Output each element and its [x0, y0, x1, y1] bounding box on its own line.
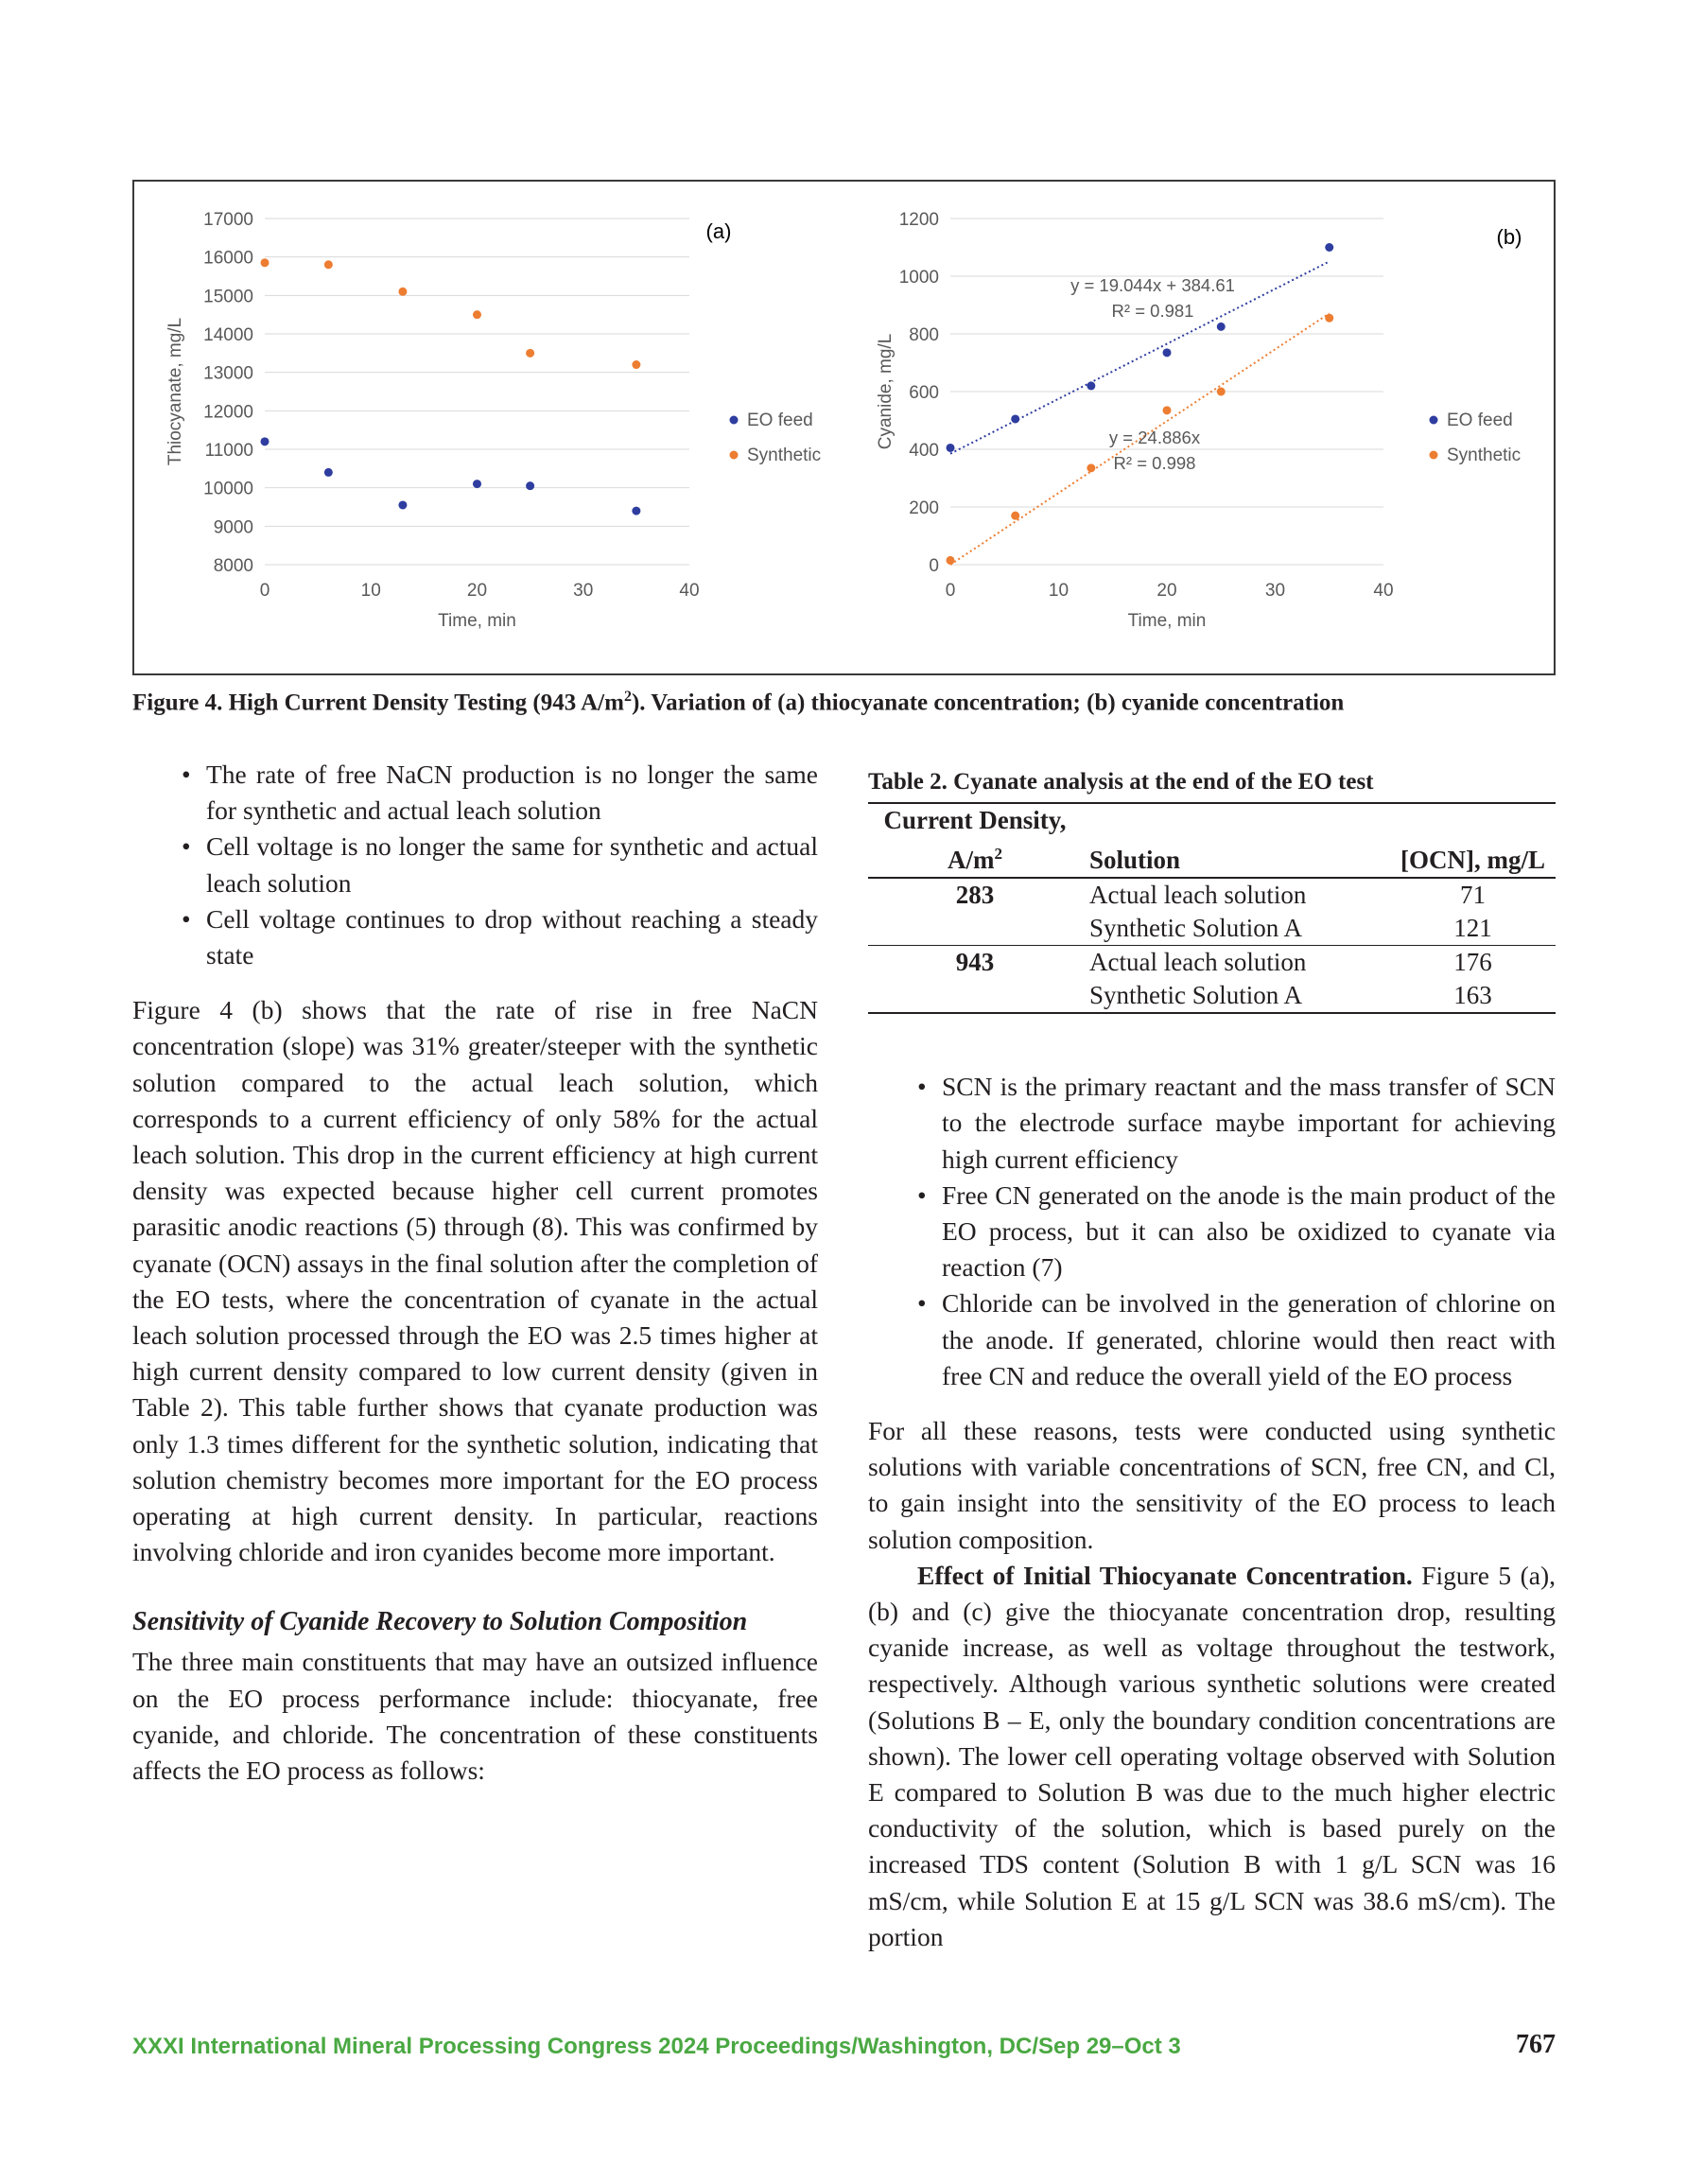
- chart-a-panel: [141, 203, 966, 651]
- cell-cd: [868, 912, 1082, 946]
- figure-caption: [132, 689, 1560, 716]
- right-paragraph-1: For all these reasons, tests were conducted using synthetic solutions with variable concentrations of SCN, free CN, and Cl, to gain insight into the sensitivity of the EO process to leach solution composition.: [868, 1416, 1556, 1554]
- x-tick-label: 30: [573, 581, 594, 601]
- data-point: [1011, 414, 1019, 423]
- right-column: [868, 764, 1556, 1955]
- x-axis-title: Time, min: [1127, 611, 1207, 631]
- y-tick-label: 17000: [203, 210, 253, 230]
- x-tick-label: 30: [1264, 581, 1286, 601]
- data-point: [947, 444, 955, 452]
- y-tick-label: 8000: [213, 556, 253, 576]
- data-point: [632, 507, 640, 515]
- legend-label: Synthetic: [1447, 446, 1522, 465]
- x-tick-label: 40: [1373, 581, 1394, 601]
- trendline-equation: y = 19.044x + 384.61: [1070, 275, 1235, 295]
- data-point: [324, 260, 333, 269]
- data-point: [1163, 348, 1172, 357]
- cell-cd: 943: [955, 948, 995, 977]
- chart-b-panel: [845, 203, 1548, 651]
- data-point: [1011, 512, 1019, 520]
- figure-4: [132, 180, 1556, 675]
- x-tick-label: 10: [1048, 581, 1070, 601]
- table-row: [868, 946, 1556, 980]
- y-tick-label: 13000: [203, 363, 253, 384]
- left-bullet: • The rate of free NaCN production is no longer the same for synthetic and actual leach solution: [132, 757, 818, 829]
- figure-caption-suffix: ). Variation of (a) thiocyanate concentration; (b) cyanide concentration: [631, 690, 1345, 716]
- left-bullet: • Cell voltage continues to drop without reaching a steady state: [132, 901, 818, 973]
- paragraph-lead-heading: Effect of Initial Thiocyanate Concentration.: [917, 1560, 1413, 1590]
- left-bullet: • Cell voltage is no longer the same for synthetic and actual leach solution: [132, 829, 818, 900]
- x-tick-label: 10: [360, 581, 381, 601]
- legend-label: EO feed: [747, 411, 813, 430]
- header-cd-line1: Current Density,: [883, 806, 1067, 835]
- x-tick-label: 20: [1157, 581, 1177, 601]
- y-tick-label: 16000: [203, 248, 253, 269]
- x-tick-label: 0: [259, 581, 270, 601]
- right-bullet: • Chloride can be involved in the generation of chlorine on the anode. If generated, chlorine would then react with free CN and reduce the overall yield of the EO process: [868, 1285, 1556, 1394]
- y-tick-label: 10000: [203, 479, 253, 499]
- cell-cd: [868, 979, 1082, 1013]
- cell-ocn: 71: [1460, 881, 1486, 910]
- header-cd-line2: A/m: [948, 846, 995, 875]
- data-point: [1087, 463, 1095, 472]
- right-bullet: • SCN is the primary reactant and the mass transfer of SCN to the electrode surface maybe important for achieving high current efficiency: [868, 1069, 1556, 1178]
- trendline-r2: R² = 0.998: [1113, 453, 1196, 473]
- data-point: [473, 480, 481, 488]
- table-group-943: [868, 946, 1556, 1014]
- data-point: [1163, 406, 1172, 414]
- data-point: [526, 481, 534, 490]
- data-point: [1325, 243, 1333, 252]
- spacer: [868, 1014, 1556, 1069]
- right-paragraph-2-text: Figure 5 (a), (b) and (c) give the thiocyanate concentration drop, resulting cyanide increase, as well as voltage throughout the testwork, respectively. Although various synthetic solutions were created (Solutions B – E, only the boundary condition concentrations are shown). The lower cell operating voltage observed with Solution E compared to Solution B was due to the much higher electric conductivity of the solution, which is based purely on the increased TDS content (Solution B with 1 g/L SCN was 16 mS/cm, while Solution E at 15 g/L SCN was 38.6 mS/cm). The portion: [868, 1560, 1556, 1951]
- right-bullet: • Free CN generated on the anode is the main product of the EO process, but it can also be oxidized to cyanate via reaction (7): [868, 1178, 1556, 1286]
- x-tick-label: 0: [945, 581, 956, 601]
- figure-caption-sup: 2: [623, 689, 632, 705]
- y-tick-label: 11000: [204, 441, 253, 461]
- left-paragraph-1: Figure 4 (b) shows that the rate of rise in free NaCN concentration (slope) was 31% greater/steeper with the synthetic solution compared to the actual leach solution, which corresponds to a current efficiency of only 58% for the actual leach solution. This drop in the current efficiency at high current density was expected because higher cell current promotes parasitic anodic reactions (5) through (8). This was confirmed by cyanate (OCN) assays in the final solution after the completion of the EO tests, where the concentration of cyanate in the actual leach solution processed through the EO was 2.5 times higher at high current density compared to low current density (given in Table 2). This table further shows that cyanate production was only 1.3 times different for the synthetic solution, indicating that solution chemistry becomes more important for the EO process operating at high current density. In particular, reactions involving chloride and iron cyanides become more important.: [132, 995, 818, 1567]
- header-cd-sup: 2: [994, 845, 1002, 864]
- section-heading: Sensitivity of Cyanide Recovery to Solution Composition: [132, 1607, 748, 1637]
- chart-b: [845, 203, 1548, 651]
- y-tick-label: 9000: [213, 517, 253, 538]
- legend-marker: [730, 451, 739, 460]
- y-axis-title: Cyanide, mg/L: [876, 333, 896, 450]
- data-point: [261, 258, 270, 267]
- table-2: [868, 802, 1556, 1014]
- data-point: [324, 468, 333, 477]
- data-point: [526, 349, 534, 358]
- right-bullet-list: [868, 1069, 1556, 1394]
- y-axis-title: Thiocyanate, mg/L: [165, 317, 185, 466]
- cell-solution: Synthetic Solution A: [1089, 981, 1303, 1010]
- header-ocn: [OCN], mg/L: [1400, 846, 1545, 875]
- left-column: [132, 757, 818, 1789]
- y-tick-label: 12000: [203, 402, 253, 423]
- y-tick-label: 600: [909, 383, 939, 403]
- trendline-r2: R² = 0.981: [1111, 301, 1194, 321]
- y-tick-label: 1200: [898, 210, 939, 230]
- data-point: [1217, 323, 1226, 331]
- panel-label: (a): [705, 219, 732, 243]
- cell-solution: Actual leach solution: [1089, 948, 1307, 977]
- table-2-title: Table 2. Cyanate analysis at the end of the EO test: [868, 769, 1374, 795]
- figure-caption-prefix: Figure 4. High Current Density Testing (943 A/m: [132, 690, 624, 716]
- y-tick-label: 800: [909, 325, 939, 345]
- data-point: [947, 556, 955, 565]
- chart-a: [141, 203, 966, 651]
- x-tick-label: 20: [466, 581, 488, 601]
- data-point: [1087, 381, 1095, 390]
- left-paragraph-2: The three main constituents that may have an outsized influence on the EO process performance include: thiocyanate, free cyanide, and chloride. The concentration of these constituents affects the EO process as follows:: [132, 1647, 818, 1786]
- y-tick-label: 15000: [203, 287, 253, 307]
- table-group-283: [868, 878, 1556, 946]
- x-axis-title: Time, min: [438, 611, 516, 631]
- header-solution: Solution: [1089, 846, 1181, 875]
- header-current-density: [868, 803, 1082, 878]
- cell-ocn: 163: [1453, 981, 1492, 1010]
- legend-label: Synthetic: [747, 446, 822, 465]
- footer-text: XXXI International Mineral Processing Congress 2024 Proceedings/Washington, DC/Sep 29–Oct 3: [132, 2034, 1181, 2059]
- table-row: [868, 979, 1556, 1013]
- legend-label: EO feed: [1447, 411, 1513, 430]
- data-point: [473, 310, 481, 319]
- data-point: [1217, 388, 1226, 396]
- cell-solution: Synthetic Solution A: [1089, 914, 1303, 943]
- data-point: [1325, 314, 1333, 323]
- y-tick-label: 1000: [898, 268, 939, 288]
- trendline-equation: y = 24.886x: [1108, 428, 1201, 447]
- y-tick-label: 0: [929, 556, 939, 576]
- legend-marker: [1430, 451, 1438, 460]
- data-point: [398, 288, 407, 296]
- cell-ocn: 121: [1453, 914, 1492, 943]
- page-number: 767: [1516, 2030, 1556, 2059]
- legend-marker: [1430, 416, 1438, 425]
- panel-label: (b): [1496, 225, 1522, 249]
- legend-marker: [730, 416, 739, 425]
- data-point: [398, 500, 407, 509]
- y-tick-label: 400: [909, 441, 939, 461]
- data-point: [261, 437, 270, 446]
- table-row: [868, 878, 1556, 912]
- right-paragraph-2: [868, 1558, 1556, 1955]
- cell-ocn: 176: [1453, 948, 1492, 977]
- y-tick-label: 200: [909, 498, 939, 518]
- cell-solution: Actual leach solution: [1089, 881, 1307, 910]
- table-row: [868, 912, 1556, 946]
- y-tick-label: 14000: [203, 325, 253, 345]
- left-bullet-list: [132, 757, 818, 973]
- data-point: [632, 360, 640, 369]
- x-tick-label: 40: [679, 581, 700, 601]
- cell-cd: 283: [955, 881, 995, 910]
- table-header-row: [868, 803, 1556, 878]
